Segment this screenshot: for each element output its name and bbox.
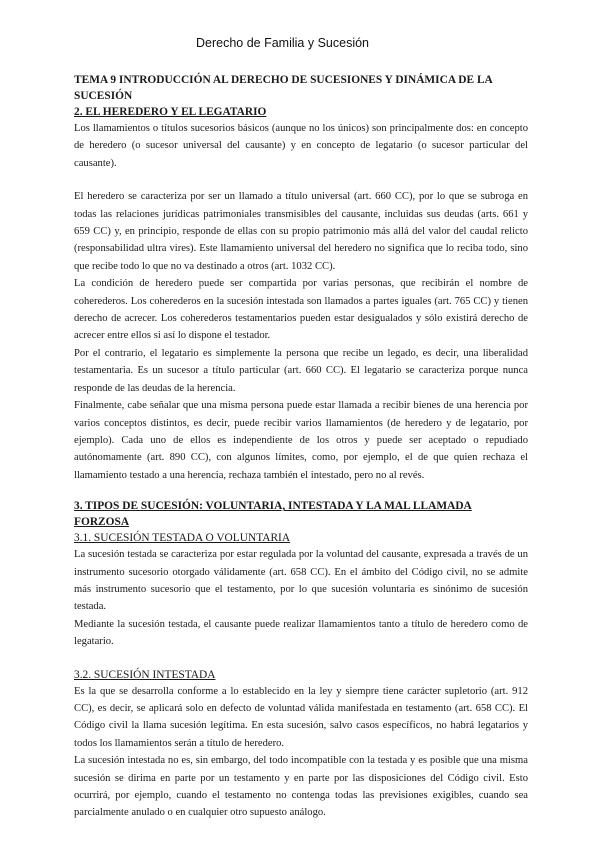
subsection-heading-intestada: 3.2. SUCESIÓN INTESTADA <box>74 668 216 681</box>
paragraph: La sucesión testada se caracteriza por estar regulada por la voluntad del causante, expresada a través de un instrumento sucesorio otorgado válidamente (art. 658 CC). En el ámbito del Código civil, no se admite más instrumento sucesorio que el testamento, por lo que sucesión voluntaria es sinónimo de sucesión testada. <box>74 549 528 613</box>
paragraph: Mediante la sucesión testada, el causante puede realizar llamamientos tanto a título de heredero como de legatario. <box>74 618 528 648</box>
paragraph: Finalmente, cabe señalar que una misma persona puede estar llamada a recibir bienes de una herencia por varios conceptos distintos, es decir, puede recibir varios llamamientos (de heredero y de legatario, por ejemplo). Cada uno de ellos es independiente de los otros y puede ser aceptado o repudiado autónomamente (art. 890 CC), con algunos límites, como, por ejemplo, el de que quien rechaza el llamamiento testado a una herencia, rechaza también el intestado, pero no al revés. <box>74 400 528 481</box>
paragraph: Por el contrario, el legatario es simplemente la persona que recibe un legado, es decir, una liberalidad testamentaria. Es un sucesor a título particular (art. 660 CC). El legatario se caracteriza porque nunca responde de las deudas de la herencia. <box>74 347 528 394</box>
paragraph: El heredero se caracteriza por ser un llamado a título universal (art. 660 CC), por lo que se subroga en todas las relaciones jurídicas patrimoniales transmisibles del causante, incluidas sus deudas (arts. 661 y 659 CC) y, en principio, responde de ellas con su propio patrimonio más allá del valor del caudal relicto (responsabilidad ultra vires). Este llamamiento universal del heredero no significa que lo reciba todo, sino que recibe todo lo que no va destinado a otros (art. 1032 CC). <box>74 191 528 272</box>
document-body <box>74 72 528 822</box>
section-heading-heredero-legatario: 2. EL HEREDERO Y EL LEGATARIO <box>74 106 267 118</box>
section-heading-tipos-sucesion: 3. TIPOS DE SUCESIÓN: VOLUNTARIA, INTESTADA Y LA MAL LLAMADA FORZOSA <box>74 500 472 529</box>
paragraph: Los llamamientos o títulos sucesorios básicos (aunque no los únicos) son principalmente dos: en concepto de heredero (o sucesor universal del causante) y en concepto de legatario (o sucesor particular del causante). <box>74 123 528 169</box>
subsection-heading-testada: 3.1. SUCESIÓN TESTADA O VOLUNTARIA <box>74 532 291 545</box>
paragraph: La condición de heredero puede ser compartida por varias personas, que recibirán el nombre de coherederos. Los coherederos en la sucesión intestada son llamados a partes iguales (art. 765 CC) y tienen derecho de acrecer. Los coherederos testamentarios pueden estar desigualados y sólo existirá derecho de acrecer entre ellos si así lo dispone el testador. <box>74 278 528 342</box>
paragraph: Es la que se desarrolla conforme a lo establecido en la ley y siempre tiene carácter supletorio (art. 912 CC), es decir, se aplicará solo en defecto de voluntad válida manifestada en testamento (art. 658 CC). El Código civil la llama sucesión legítima. En esta sucesión, salvo casos específicos, no habrá legatarios y todos los llamamientos serán a título de heredero. <box>74 685 528 749</box>
paragraph: La sucesión intestada no es, sin embargo, del todo incompatible con la testada y es posible que una misma sucesión se dirima en parte por un testamento y en parte por las disposiciones del Código civil. Esto ocurrirá, por ejemplo, cuando el testamento no contenga todas las previsiones exigibles, cuando sea parcialmente anulado o en cualquier otro supuesto análogo. <box>74 755 528 819</box>
running-header: Derecho de Familia y Sucesión <box>196 36 369 50</box>
topic-title: TEMA 9 INTRODUCCIÓN AL DERECHO DE SUCESIONES Y DINÁMICA DE LA SUCESIÓN <box>74 74 493 102</box>
